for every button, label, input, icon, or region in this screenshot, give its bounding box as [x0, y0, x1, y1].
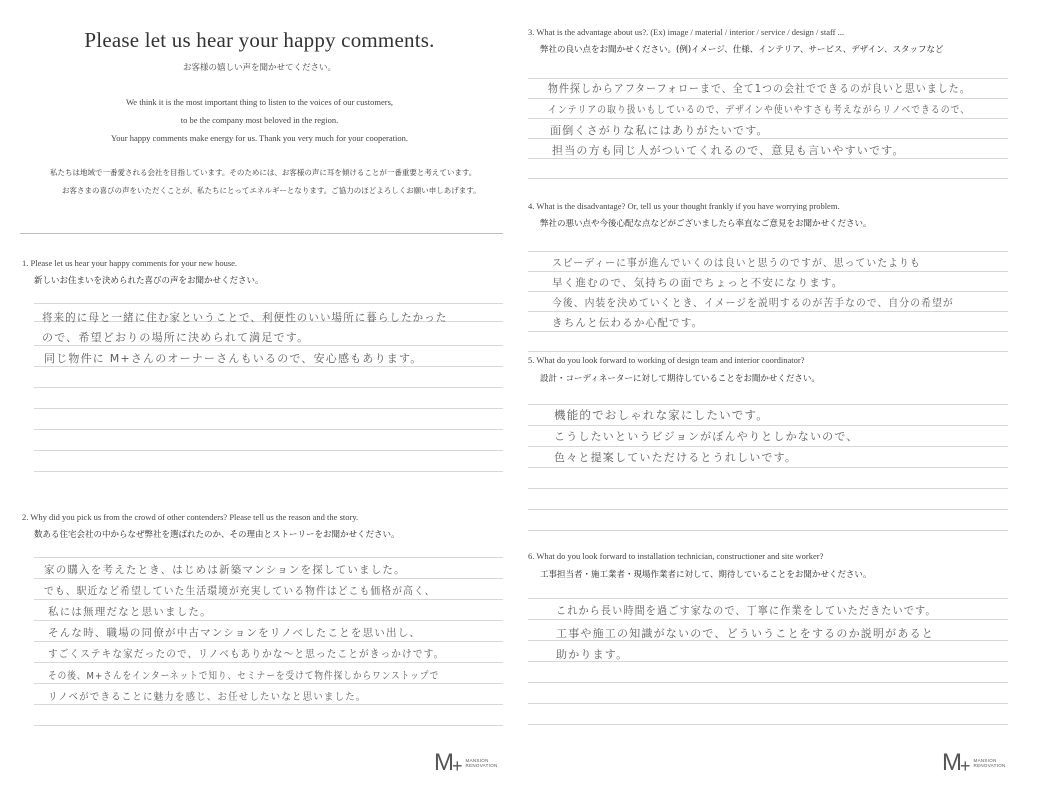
answer-1-line-3: 同じ物件に M+さんのオーナーさんもいるので、安心感もあります。	[44, 352, 423, 365]
question-2-jp: 数ある住宅会社の中からなぜ弊社を選ばれたのか、その理由とストーリーをお聞かせください。	[34, 530, 400, 540]
intro-jp-line-2: お客さまの喜びの声をいただくことが、私たちにとってエネルギーとなります。ご協力のほどよろしくお願い申しあげます。	[62, 186, 481, 195]
brand-logo-right	[942, 748, 1006, 777]
answer-3-line-1: 物件探しからアフターフォローまで、全て1つの会社でできるのが良いと思いました。	[548, 82, 971, 95]
answer-2-line-3: 私には無理だなと思いました。	[48, 606, 212, 618]
question-3-en: 3. What is the advantage about us?. (Ex) image / material / interior / service / design / staff ...	[528, 27, 844, 37]
answer-4-line-2: 早く進むので、気持ちの面でちょっと不安になります。	[552, 277, 844, 289]
intro-en-line-1: We think it is the most important thing to listen to the voices of our customers,	[125, 97, 394, 107]
question-1-jp: 新しいお住まいを決められた喜びの声をお聞かせください。	[34, 276, 264, 286]
question-5-jp: 設計・コーディネーターに対して期待していることをお聞かせください。	[540, 374, 820, 384]
answer-3-line-3: 面倒くさがりな私にはありがたいです。	[550, 124, 769, 137]
answer-4-line-1: スピーディーに事が進んでいくのは良いと思うのですが、思っていたよりも	[552, 257, 921, 269]
answer-6-line-2: 工事や施工の知識がないので、どういうことをするのか説明があると	[556, 627, 934, 640]
answer-2-line-1: 家の購入を考えたとき、はじめは新築マンションを探していました。	[44, 564, 406, 576]
answer-2-line-5: すごくステキな家だったので、リノベもありかな〜と思ったことがきっかけです。	[48, 648, 445, 660]
divider	[20, 233, 503, 234]
question-6-en: 6. What do you look forward to installation technician, constructioner and site worker?	[528, 551, 824, 561]
answer-5-line-1: 機能的でおしゃれな家にしたいです。	[554, 408, 769, 422]
intro-jp-line-1: 私たちは地域で一番愛される会社を目指しています。そのためには、お客様の声に耳を傾けることが一番重要と考えています。	[50, 168, 477, 177]
logo-plus: +	[960, 756, 971, 776]
question-6-jp: 工事担当者・施工業者・現場作業者に対して、期待していることをお聞かせください。	[540, 570, 872, 580]
answer-5-line-2: こうしたいというビジョンがぼんやりとしかないので、	[554, 430, 859, 443]
brand-logo-left	[434, 748, 498, 777]
question-4-en: 4. What is the disadvantage? Or, tell us your thought frankly if you have worrying problem.	[528, 201, 840, 211]
answer-3-line-4: 担当の方も同じ人がついてくれるので、意見も言いやすいです。	[552, 144, 905, 157]
answer-2-line-6: その後、M+さんをインターネットで知り、セミナーを受けて物件探しからワンストップで	[48, 671, 440, 682]
logo-mark: M	[942, 748, 962, 776]
question-5-en: 5. What do you look forward to working of design team and interior coordinator?	[528, 355, 805, 365]
answer-4-line-4: きちんと伝わるか心配です。	[552, 317, 704, 329]
answer-2-line-2: でも、駅近など希望していた生活環境が充実している物件はどこも価格が高く、	[44, 585, 436, 597]
page-title: Please let us hear your happy comments.	[84, 28, 435, 52]
question-3-jp: 弊社の良い点をお聞かせください。(例)イメージ、仕様、インテリア、サービス、デザイン、スタッフなど	[540, 45, 944, 55]
intro-en-line-3: Your happy comments make energy for us. Thank you very much for your cooperation.	[111, 133, 408, 143]
answer-5-line-3: 色々と提案していただけるとうれしいです。	[554, 451, 798, 464]
logo-plus: +	[452, 756, 463, 776]
page-subtitle-jp: お客様の嬉しい声を聞かせてください。	[182, 63, 336, 73]
answer-6-line-3: 助かります。	[556, 648, 629, 661]
question-4-jp: 弊社の悪い点や今後心配な点などがございましたら率直なご意見をお聞かせください。	[540, 219, 872, 229]
question-2-en: 2. Why did you pick us from the crowd of other contenders? Please tell us the reason and the story.	[22, 512, 359, 522]
answer-2-line-4: そんな時、職場の同僚が中古マンションをリノベしたことを思い出し、	[48, 627, 422, 639]
answer-4-line-3: 今後、内装を決めていくとき、イメージを説明するのが苦手なので、自分の希望が	[552, 297, 954, 309]
question-1-en: 1. Please let us hear your happy comments for your new house.	[22, 258, 238, 268]
logo-text: MANSION RENOVATION	[973, 757, 1006, 768]
logo-mark: M	[434, 748, 454, 776]
answer-1-line-2: ので、希望どおりの場所に決められて満足です。	[42, 331, 310, 344]
answer-3-line-2: インテリアの取り扱いもしているので、デザインや使いやすさも考えながらリノベできるので、	[548, 105, 971, 116]
intro-en-line-2: to be the company most beloved in the region.	[180, 115, 339, 125]
answer-2-line-7: リノベができることに魅力を感じ、お任せしたいなと思いました。	[48, 692, 367, 703]
answer-1-line-1: 将来的に母と一緒に住む家ということで、利便性のいい場所に暮らしたかった	[42, 311, 448, 324]
logo-text: MANSION RENOVATION	[465, 757, 498, 768]
answer-6-line-1: これから長い時間を過ごす家なので、丁寧に作業をしていただきたいです。	[556, 604, 937, 617]
